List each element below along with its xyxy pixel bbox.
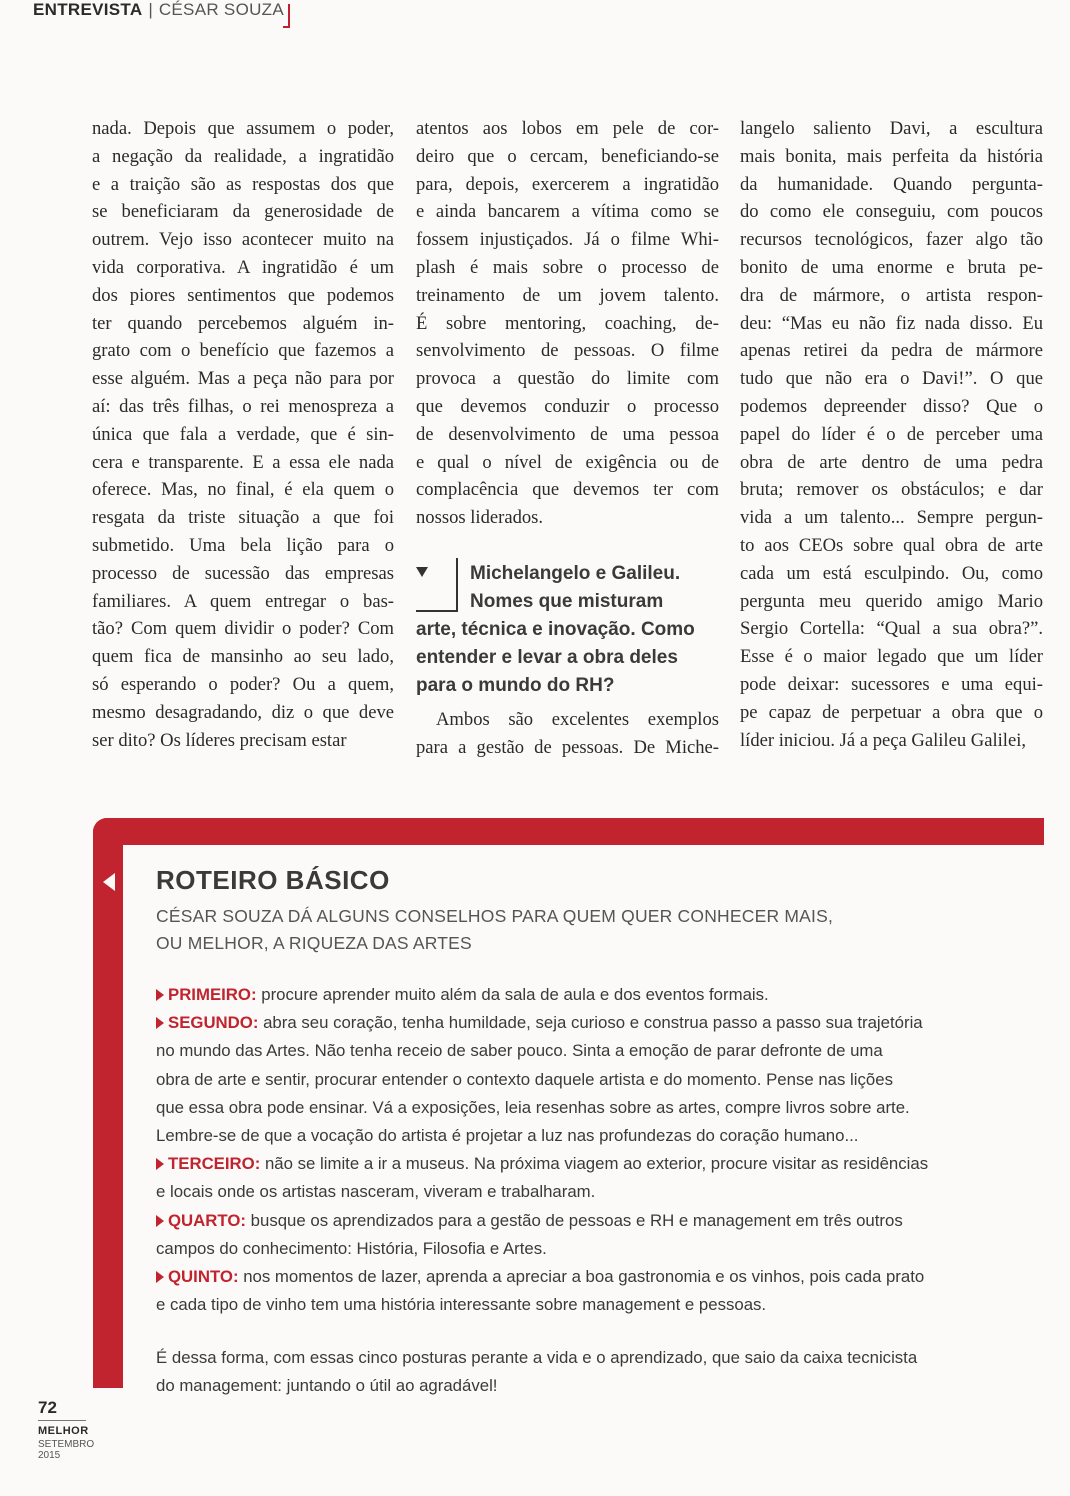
text-line: processo de sucessão das empresas	[92, 562, 394, 584]
text-line: vida a um talento... Sempre pergun-	[740, 507, 1043, 529]
tip-label: QUARTO:	[168, 1210, 246, 1230]
tip-line: QUINTO: nos momentos de lazer, aprenda a apreciar a boa gastronomia e os vinhos, pois cada prato	[156, 1263, 928, 1291]
text-line: pergunta meu querido amigo Mario	[740, 590, 1043, 612]
issue-date: SETEMBRO 2015	[38, 1439, 95, 1461]
text-line: langelo saliento Davi, a escultura	[740, 118, 1043, 139]
tip-line: obra de arte e sentir, procurar entender o contexto daquele artista e do momento. Pense nas lições	[156, 1069, 893, 1089]
text-line: para a gestão de pessoas. De Miche-	[416, 736, 719, 758]
text-line: Esse é o maior legado que um líder	[740, 646, 1043, 668]
text-line: plash é mais sobre o processo de	[416, 256, 719, 278]
header-separator: |	[148, 0, 153, 19]
text-line: cera e transparente. E a essa ele nada	[92, 451, 394, 473]
text-line: complacência que devemos ter com	[416, 479, 719, 501]
triangle-bullet-icon	[156, 1215, 164, 1227]
text-line: Ambos são excelentes exemplos	[436, 708, 719, 730]
text-line: esse alguém. Mas a peça não para por	[92, 368, 394, 390]
tip-line: no mundo das Artes. Não tenha receio de saber pouco. Sinta a emoção de parar defronte de uma	[156, 1041, 883, 1061]
text-line: recursos tecnológicos, fazer algo tão	[740, 229, 1043, 251]
sidebar-box-left-bar	[93, 818, 123, 1388]
text-line: para, depois, exercerem a ingratidão	[416, 173, 719, 195]
text-line: tão? Com quem dividir o poder? Com	[92, 618, 394, 640]
text-line: provoca a questão do limite com	[416, 368, 719, 390]
text-line: de desenvolvimento de uma pessoa	[416, 423, 719, 445]
article-column-2	[416, 115, 719, 762]
text-line: a negação da realidade, a ingratidão	[92, 145, 394, 167]
text-line: e qual o nível de exigência ou de	[416, 451, 719, 473]
text-line: ser dito? Os líderes precisam estar	[92, 729, 347, 751]
text-line: dos piores sentimentos que podemos	[92, 284, 394, 306]
triangle-bullet-icon	[156, 989, 164, 1001]
text-line: to aos CEOs sobre qual obra de arte	[740, 534, 1043, 556]
sidebar-title: ROTEIRO BÁSICO	[156, 865, 390, 895]
text-line: nada. Depois que assumem o poder,	[92, 118, 394, 139]
text-line: cada um está esculpindo. Ou, como	[740, 562, 1043, 584]
triangle-bullet-icon	[156, 1017, 164, 1029]
text-line: tudo que não era o Davi!”. O que	[740, 368, 1043, 390]
tip-label: TERCEIRO:	[168, 1154, 261, 1174]
text-line: bonito de uma enorme e bruta pe-	[740, 256, 1043, 278]
text-line: deu: “Mas eu não fiz nada disso. Eu	[740, 312, 1043, 334]
text-line: apenas retirei da pedra de mármore	[740, 340, 1043, 362]
question-line: arte, técnica e inovação. Como	[416, 618, 695, 640]
question-line: Nomes que misturam	[470, 590, 664, 612]
text-line: vida corporativa. A ingratidão é um	[92, 256, 394, 278]
sidebar-box-inner-corner	[123, 845, 141, 863]
tip-line: e locais onde os artistas nasceram, viveram e trabalharam.	[156, 1182, 596, 1202]
text-line: se beneficiaram da generosidade de	[92, 201, 394, 223]
tip-line: SEGUNDO: abra seu coração, tenha humildade, seja curioso e construa passo a passo sua trajetória	[156, 1009, 928, 1037]
text-line: única que fala a verdade, que é sin-	[92, 423, 394, 445]
text-line: É sobre mentoring, coaching, de-	[416, 312, 719, 334]
text-line: do como ele conseguiu, com poucos	[740, 201, 1043, 223]
text-line: ter quando percebemos alguém in-	[92, 312, 394, 334]
tip-label: QUINTO:	[168, 1267, 239, 1287]
sidebar-closing: É dessa forma, com essas cinco posturas perante a vida e o aprendizado, que saio da caixa tecnicista do management: juntando o útil ao agradável!	[156, 1348, 918, 1396]
sidebar-subtitle: CÉSAR SOUZA DÁ ALGUNS CONSELHOS PARA QUEM QUER CONHECER MAIS, OU MELHOR, A RIQUEZA DAS ARTES	[156, 906, 834, 953]
page-header	[33, 0, 284, 30]
tip-line: PRIMEIRO: procure aprender muito além da sala de aula e dos eventos formais.	[156, 981, 928, 1009]
text-line: pe capaz de perpetuar a obra que o	[740, 701, 1043, 723]
column-2-text-bottom	[416, 706, 719, 762]
text-line: outrem. Vejo isso acontecer muito na	[92, 229, 394, 251]
tip-line: campos do conhecimento: História, Filosofia e Artes.	[156, 1238, 547, 1258]
sidebar-box-top-bar	[93, 818, 1044, 845]
tip-label: SEGUNDO:	[168, 1013, 259, 1033]
question-line: para o mundo do RH?	[416, 674, 615, 696]
column-2-text-top	[416, 115, 719, 532]
question-line: entender e levar a obra deles	[416, 646, 678, 668]
text-line: aí: das três filhas, o rei menospreza a	[92, 395, 394, 417]
text-line: fossem injustiçados. Já o filme Whi-	[416, 229, 719, 251]
text-line: e ainda bancarem a vítima como se	[416, 201, 719, 223]
text-line: mesmo desagradando, diz o que deve	[92, 701, 394, 723]
tip-label: PRIMEIRO:	[168, 985, 257, 1004]
question-bracket-vertical	[456, 558, 458, 612]
text-line: obra de arte dentro de uma pedra	[740, 451, 1043, 473]
article-column-3	[740, 115, 1043, 754]
text-line: quem fica de mansinho ao seu lado,	[92, 646, 394, 668]
text-line: e a traição são as respostas dos que	[92, 173, 394, 195]
page-number: 72	[38, 1398, 57, 1417]
text-line: da humanidade. Quando perguntа-	[740, 173, 1043, 195]
question-line: Michelangelo e Galileu.	[470, 562, 681, 584]
text-line: podemos depreender disso? Que o	[740, 395, 1043, 417]
header-bracket-icon	[283, 4, 290, 28]
text-line: só esperando o poder? Ou a quem,	[92, 673, 394, 695]
text-line: dra de mármore, o artista respon-	[740, 284, 1043, 306]
footer-rule	[38, 1420, 86, 1421]
triangle-bullet-icon	[156, 1158, 164, 1170]
question-text	[416, 560, 719, 700]
sidebar-notch-icon	[103, 873, 115, 891]
text-line: líder iniciou. Já a peça Galileu Galilei,	[740, 729, 1027, 751]
article-column-1	[92, 115, 394, 754]
text-line: Sergio Cortella: “Qual a sua obra?”.	[740, 618, 1043, 640]
text-line: bruta; remover os obstáculos; e dar	[740, 479, 1043, 501]
text-line: oferece. Mas, no final, é ela quem o	[92, 479, 394, 501]
text-line: grato com o benefício que fazemos a	[92, 340, 394, 362]
text-line: familiares. A quem entregar o bas-	[92, 590, 394, 612]
tip-line: Lembre-se de que a vocação do artista é projetar a luz nas profundezas do coração humano...	[156, 1126, 859, 1146]
text-line: treinamento de um jovem talento.	[416, 284, 719, 306]
tip-line: que essa obra pode ensinar. Vá a exposições, leia resenhas sobre as artes, compre livros sobre arte.	[156, 1097, 910, 1117]
question-triangle-icon	[416, 567, 428, 577]
tip-line: e cada tipo de vinho tem uma história interessante sobre management e pessoas.	[156, 1295, 767, 1315]
triangle-bullet-icon	[156, 1271, 164, 1283]
tips-list	[156, 981, 928, 1319]
question-bracket-horizontal	[416, 610, 456, 612]
section-label: ENTREVISTA	[33, 0, 143, 19]
text-line: que devemos conduzir o processo	[416, 395, 719, 417]
text-line: mais bonita, mais perfeita da história	[740, 145, 1043, 167]
text-line: senvolvimento de pessoas. O filme	[416, 340, 719, 362]
text-line: atentos aos lobos em pele de cor-	[416, 118, 719, 139]
text-line: papel do líder é o de perceber uma	[740, 423, 1043, 445]
text-line: resgata da triste situação a que foi	[92, 507, 394, 529]
text-line: nossos liderados.	[416, 507, 544, 529]
interviewee-name: CÉSAR SOUZA	[159, 0, 284, 19]
tip-line: TERCEIRO: não se limite a ir a museus. Na próxima viagem ao exterior, procure visitar as residências	[156, 1150, 928, 1178]
text-line: deiro que o cercam, beneficiando-se	[416, 145, 719, 167]
text-line: submetido. Uma bela lição para o	[92, 534, 394, 556]
interview-question	[416, 560, 719, 700]
text-line: pode deixar: sucessores e uma equi-	[740, 673, 1043, 695]
tip-line: QUARTO: busque os aprendizados para a gestão de pessoas e RH e management em três outros	[156, 1207, 928, 1235]
magazine-name: MELHOR	[38, 1425, 89, 1437]
